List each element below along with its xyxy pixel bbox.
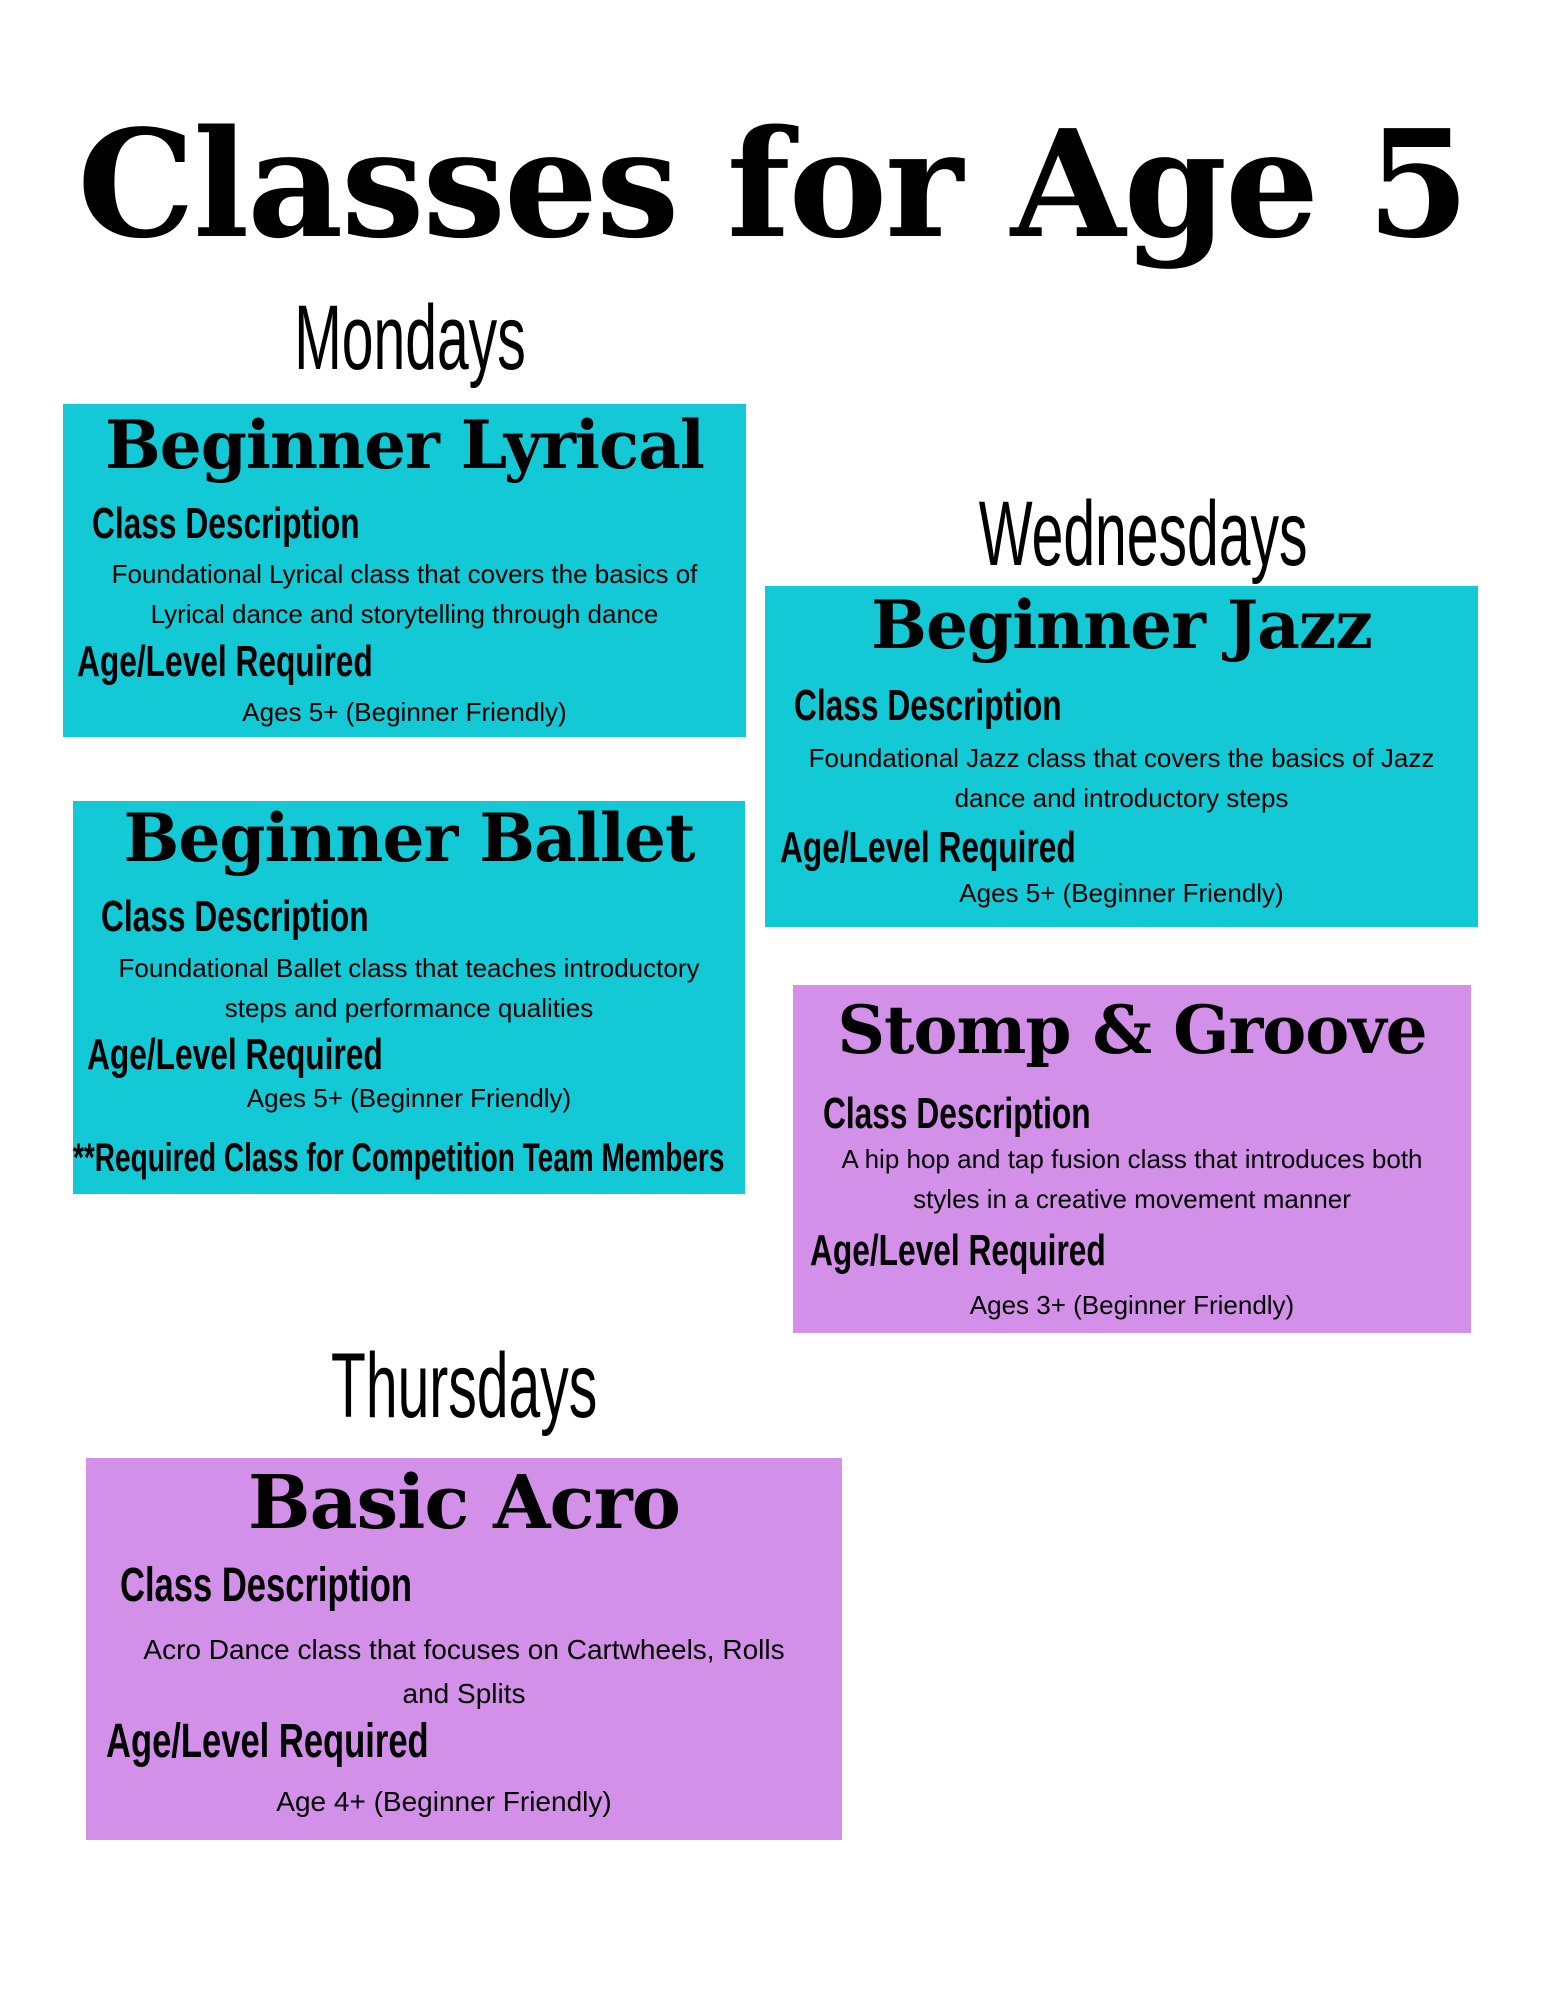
class-title: Basic Acro	[248, 1460, 680, 1546]
age-level-value: Ages 5+ (Beginner Friendly)	[246, 1083, 572, 1113]
class-description-line: steps and performance qualities	[224, 993, 594, 1023]
class-description-line: dance and introductory steps	[954, 783, 1289, 813]
class-description-line: Lyrical dance and storytelling through dance	[150, 599, 659, 629]
age-level-label: Age/Level Required	[106, 1715, 429, 1768]
class-description-line: Foundational Jazz class that covers the basics of Jazz	[808, 743, 1435, 773]
age-level-value: Ages 5+ (Beginner Friendly)	[242, 697, 567, 727]
day-heading-thursdays: Thursdays	[331, 1335, 598, 1437]
age-level-label: Age/Level Required	[87, 1030, 383, 1079]
age-level-value: Age 4+ (Beginner Friendly)	[276, 1786, 612, 1817]
page-title: Classes for Age 5	[77, 97, 1468, 271]
class-description-line: Acro Dance class that focuses on Cartwheels, Rolls	[143, 1634, 785, 1665]
age-level-label: Age/Level Required	[77, 637, 373, 686]
class-description-label: Class Description	[794, 681, 1062, 730]
class-title: Beginner Lyrical	[105, 406, 704, 484]
class-description-label: Class Description	[101, 892, 369, 941]
day-heading-mondays: Mondays	[294, 287, 526, 389]
class-description-line: A hip hop and tap fusion class that introduces both	[841, 1144, 1423, 1174]
class-description-label: Class Description	[120, 1559, 412, 1612]
class-card-beginner-ballet	[73, 801, 745, 1194]
class-card-stomp-and-groove	[793, 985, 1471, 1333]
age-level-value: Ages 5+ (Beginner Friendly)	[959, 878, 1284, 908]
competition-team-note: **Required Class for Competition Team Members	[73, 1136, 725, 1180]
class-description-line: and Splits	[402, 1678, 526, 1709]
age-level-label: Age/Level Required	[810, 1226, 1106, 1275]
class-description-line: Foundational Ballet class that teaches introductory	[118, 953, 700, 983]
class-title: Beginner Jazz	[871, 586, 1372, 664]
class-description-label: Class Description	[92, 499, 360, 548]
class-description-line: styles in a creative movement manner	[913, 1184, 1351, 1214]
class-title: Beginner Ballet	[123, 799, 695, 877]
class-description-line: Foundational Lyrical class that covers the basics of	[111, 559, 698, 589]
age-level-value: Ages 3+ (Beginner Friendly)	[969, 1290, 1295, 1320]
age-level-label: Age/Level Required	[780, 823, 1076, 872]
class-card-beginner-jazz	[765, 586, 1478, 927]
class-title: Stomp & Groove	[837, 991, 1427, 1069]
class-description-label: Class Description	[823, 1089, 1091, 1138]
class-card-basic-acro	[86, 1458, 842, 1840]
class-card-beginner-lyrical	[63, 404, 746, 737]
day-heading-wednesdays: Wednesdays	[978, 483, 1308, 585]
